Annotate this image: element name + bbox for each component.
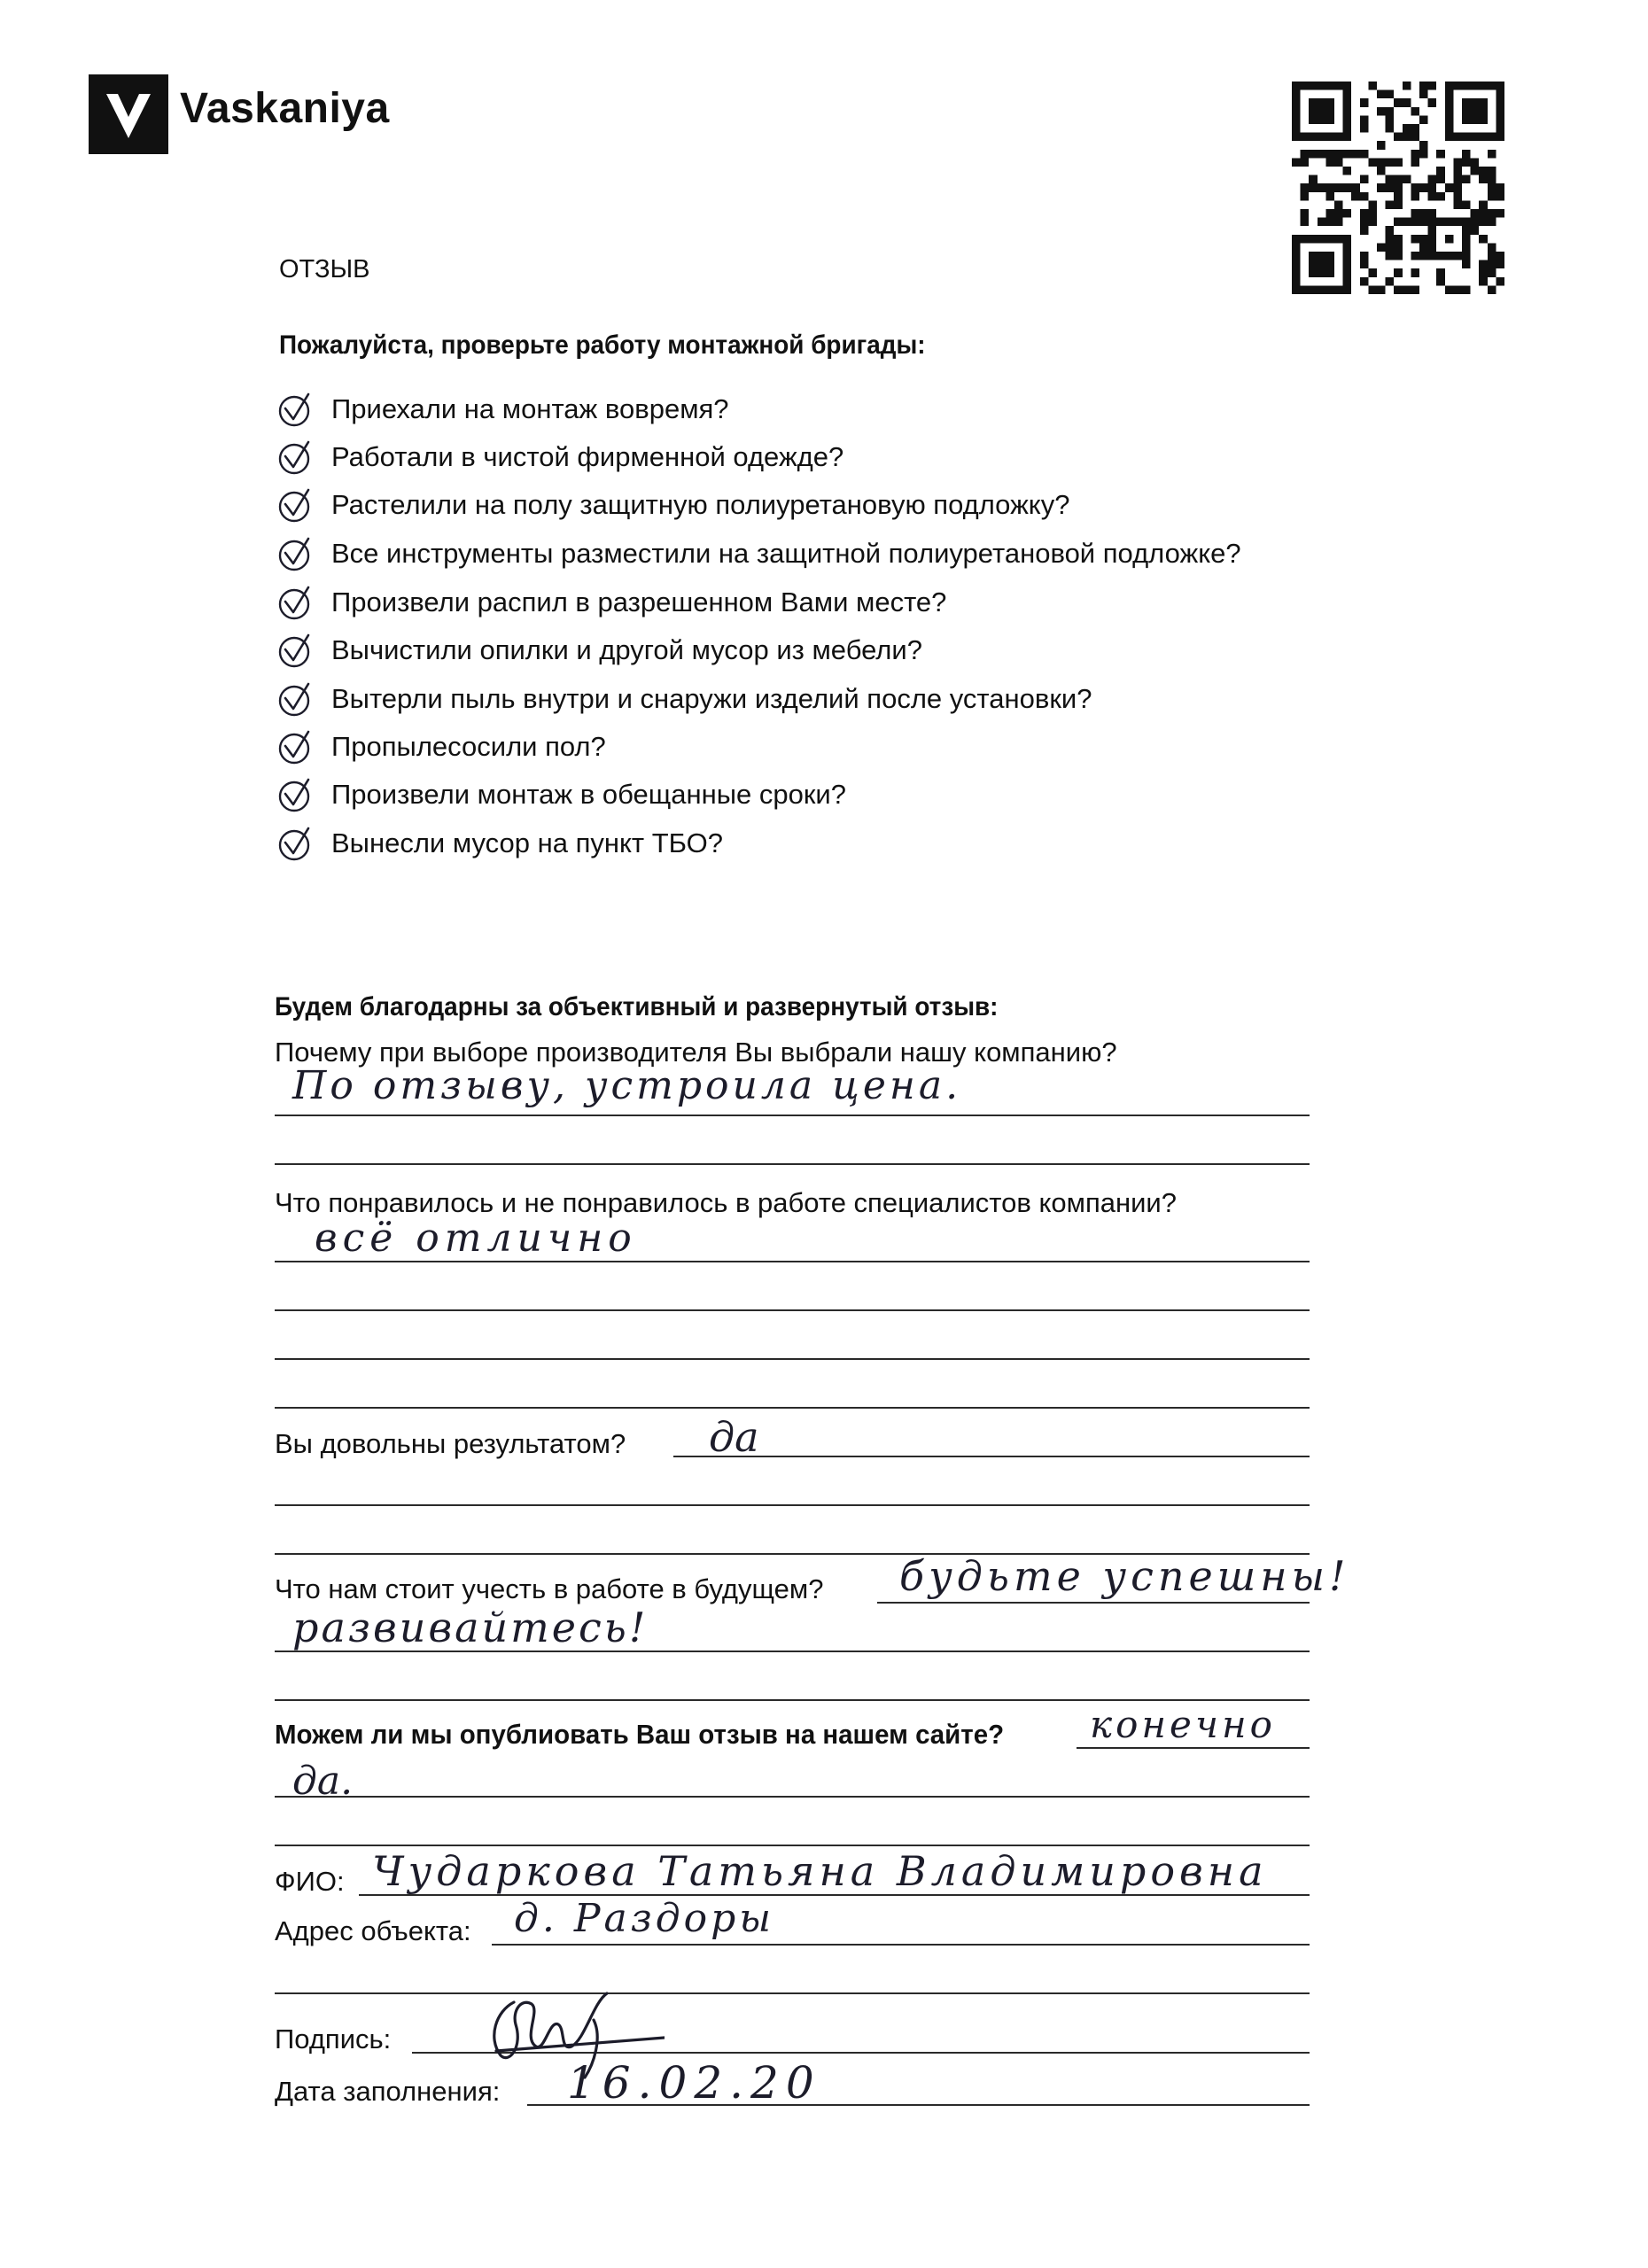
checklist-item[interactable] [275, 387, 729, 431]
answer-line [492, 1944, 1310, 1946]
answer-line [275, 1845, 1310, 1846]
address-label: Адрес объекта: [275, 1915, 471, 1946]
checkmark-circle-icon[interactable] [275, 485, 315, 525]
checklist-item[interactable] [275, 532, 1241, 576]
answer-why-us[interactable]: По отзыву, устроила цена. [292, 1063, 962, 1108]
answer-line [877, 1602, 1310, 1604]
checkmark-circle-icon[interactable] [275, 774, 315, 815]
checkmark-circle-icon[interactable] [275, 582, 315, 623]
checklist-item-label: Вычистили опилки и другой мусор из мебели? [331, 634, 922, 665]
checklist-item[interactable] [275, 773, 846, 817]
date-label: Дата заполнения: [275, 2076, 501, 2107]
answer-line [275, 1309, 1310, 1311]
checklist-item-label: Вытерли пыль внутри и снаружи изделий после установки? [331, 683, 1092, 714]
checklist-item[interactable] [275, 821, 723, 866]
checkmark-circle-icon[interactable] [275, 726, 315, 767]
answer-line [275, 1358, 1310, 1360]
checkmark-circle-icon[interactable] [275, 437, 315, 478]
answer-publish-line2[interactable]: да. [292, 1759, 354, 1804]
name-value[interactable]: Чударкова Татьяна Владимировна [372, 1847, 1268, 1895]
answer-line [673, 1456, 1310, 1457]
question-liked: Что понравилось и не понравилось в работе специалистов компании? [275, 1187, 1177, 1218]
checklist-item[interactable] [275, 628, 922, 672]
form-title: ОТЗЫВ [279, 255, 370, 284]
answer-future-line1[interactable]: будьте успешны! [899, 1552, 1350, 1600]
brand-name: Vaskaniya [180, 85, 390, 132]
checklist-item-label: Все инструменты разместили на защитной полиуретановой подложке? [331, 538, 1241, 569]
checklist-intro: Пожалуйста, проверьте работу монтажной бригады: [279, 330, 926, 360]
checklist-item-label: Пропылесосили пол? [331, 731, 606, 762]
name-label: ФИО: [275, 1866, 345, 1897]
checklist-item[interactable] [275, 435, 843, 479]
checkmark-circle-icon[interactable] [275, 823, 315, 864]
address-value[interactable]: д. Раздоры [514, 1896, 775, 1941]
signature-label: Подпись: [275, 2023, 392, 2054]
checkmark-circle-icon[interactable] [275, 679, 315, 719]
answer-line [275, 1115, 1310, 1116]
answer-line [275, 1261, 1310, 1262]
question-publish: Можем ли мы опублиовать Ваш отзыв на нашем сайте? [275, 1719, 1005, 1750]
question-why-us: Почему при выборе производителя Вы выбрали нашу компанию? [275, 1037, 1117, 1068]
checklist-item-label: Вынесли мусор на пункт ТБО? [331, 827, 723, 858]
checkmark-circle-icon[interactable] [275, 389, 315, 430]
checklist-item-label: Произвели монтаж в обещанные сроки? [331, 779, 846, 810]
answer-line [275, 1992, 1310, 1994]
answer-line [275, 1504, 1310, 1506]
answer-future-line2[interactable]: развивайтесь! [292, 1604, 649, 1651]
answer-satisfied[interactable]: да [709, 1413, 759, 1461]
qr-code-icon [1292, 82, 1504, 294]
checkmark-circle-icon[interactable] [275, 533, 315, 574]
answer-line [1077, 1747, 1310, 1749]
brand-logo [89, 74, 168, 154]
checklist-item[interactable] [275, 483, 1069, 527]
answer-line [275, 1163, 1310, 1165]
question-future: Что нам стоит учесть в работе в будущем? [275, 1573, 824, 1604]
answer-liked[interactable]: всё отлично [315, 1216, 637, 1261]
answer-line [275, 1699, 1310, 1701]
checklist-item[interactable] [275, 725, 606, 769]
checklist-item-label: Растелили на полу защитную полиуретановую подложку? [331, 489, 1070, 520]
checklist-item[interactable] [275, 580, 946, 625]
checklist-item-label: Работали в чистой фирменной одежде? [331, 441, 844, 472]
answer-publish-line1[interactable]: конечно [1090, 1703, 1276, 1746]
question-satisfied: Вы довольны результатом? [275, 1428, 626, 1459]
checkmark-circle-icon[interactable] [275, 630, 315, 671]
date-value[interactable]: 16.02.20 [567, 2057, 821, 2109]
checklist-item-label: Произвели распил в разрешенном Вами месте? [331, 586, 947, 617]
feedback-heading: Будем благодарны за объективный и развернутый отзыв: [275, 992, 999, 1021]
checklist-item-label: Приехали на монтаж вовремя? [331, 393, 729, 424]
answer-line [275, 1407, 1310, 1409]
answer-line [275, 1796, 1310, 1798]
checklist-item[interactable] [275, 677, 1092, 721]
